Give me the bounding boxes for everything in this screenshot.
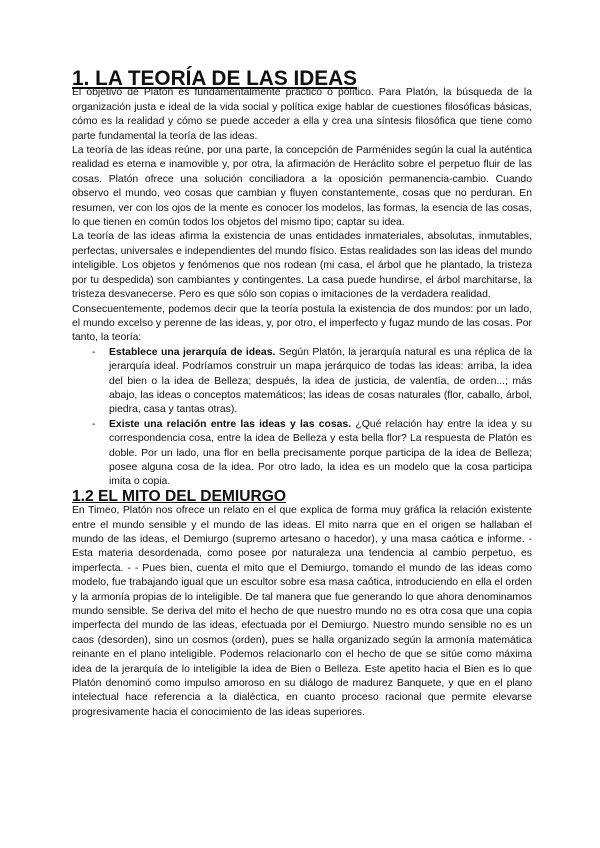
list-item	[72, 418, 532, 490]
paragraph-reune: La teoría de las ideas reúne, por una parte, la concepción de Parménides según la cual la auténtica realidad es eterna e inamovible y, por otra, la afirmación de Heráclito sobre el perpetuo fluir de las cosas. Platón ofrece una solución conciliadora a la oposición permanencia-cambio. Cuando observo el mundo, veo cosas que cambian y fluyen constantemente, cosas que no perduran. En resumen, ver con los ojos de la mente es conocer los modelos, las formas, la esencia de las cosas, lo que tienen en común todos los objetos del mismo tipo; captar su idea.	[72, 145, 532, 229]
paragraph-afirma: La teoría de las ideas afirma la existencia de unas entidades inmateriales, absolutas, inmutables, perfectas, universales e independientes del mundo físico. Estas realidades son las ideas del mundo inteligible. Los objetos y fenómenos que nos rodean (mi casa, el árbol que he plantado, la tristeza por tu despedida) son cambiantes y contingentes. La casa puede hundirse, el árbol marchitarse, la tristeza desvanecerse. Pero es que sólo son copias o imitaciones de la verdadera realidad.	[72, 231, 532, 301]
list-item-bold: Existe una relación entre las ideas y las cosas.	[109, 418, 352, 430]
list-item-text: ¿Qué relación hay entre la idea y su correspondencia cosa, entre la idea de Belleza y esta bella flor? La respuesta de Platón es doble. Por un lado, una flor en bella precisamente porque participa de la idea de Belleza; posee alguna cosa de la idea. Por otro lado, la idea es un modelo que la cosa participa imita o copia.	[109, 418, 532, 488]
list-item-text: Según Platón, la jerarquía natural es una réplica de la jerarquía ideal. Podríamos construir un mapa jerárquico de todas las ideas: arriba, la idea del bien o la idea de Belleza; después, la idea de justicia, de valentía, de orden...; más abajo, las ideas o conceptos matemáticos; las ideas de cosas naturales (flor, caballo, árbol, piedra, casa y tantas otras).	[109, 346, 533, 416]
list-bullet: -	[92, 346, 96, 358]
list-item	[72, 346, 532, 418]
paragraph-timeo: En Timeo, Platón nos ofrece un relato en el que explica de forma muy gráfica la relación existente entre el mundo sensible y el mundo de las ideas. El mito narra que en el origen se hallaban el mundo de las ideas, el Demiurgo (supremo artesano o hacedor), y una masa caótica e informe. - Esta materia desordenada, como posee por naturaleza una tendencia al cambio perpetuo, es imperfecta. - - Pues bien, cuenta el mito que el Demiurgo, tomando el mundo de las ideas como modelo, fue trabajando igual que un escultor sobre esa masa caótica, introduciendo en ella el orden y la armonía propias de lo inteligible. De tal manera que fue generando lo que ahora denominamos mundo sensible. Se deriva del mito el hecho de que nuestro mundo no es otra cosa que una copia imperfecta del mundo de las ideas, efectuada por el Demiurgo. Nuestro mundo sensible no es un caos (desorden), sino un cosmos (orden), pues se halla organizado según la armonía matemática reinante en el plano inteligible. Podemos relacionarlo con el hecho de que se sitúe como máxima idea de la jerarquía de lo inteligible la idea de Bien o Belleza. Este apetito hacia el Bien es lo que Platón denominó como impulso amoroso en su diálogo de madurez Banquete, y que en el plano intelectual hace referencia a la dialéctica, en cuanto proceso racional que permite elevarse progresivamente hacia el conocimiento de las ideas superiores.	[72, 505, 532, 718]
paragraph-objetivo: El objetivo de Platón es fundamentalmente práctico o político. Para Platón, la búsqueda de la organización justa e ideal de la vida social y política exige hablar de cuestiones filosóficas básicas, cómo es la realidad y cómo se puede acceder a ella y crea una síntesis filosófica que tiene como parte fundamental la teoría de las ideas.	[72, 87, 532, 142]
list-bullet: -	[92, 418, 96, 430]
paragraph-consecuentemente: Consecuentemente, podemos decir que la teoría postula la existencia de dos mundos: por un lado, el mundo excelso y perenne de las ideas, y, por otro, el imperfecto y fugaz mundo de las cosas. Por tanto, la teoría:	[72, 303, 532, 344]
section-heading-mito-demiurgo: 1.2 EL MITO DEL DEMIURGO	[72, 487, 287, 505]
document-page	[72, 67, 533, 720]
section-heading-teoria-ideas: 1. LA TEORÍA DE LAS IDEAS	[72, 67, 358, 90]
list-item-bold: Establece una jerarquía de ideas.	[109, 346, 276, 358]
teoria-list	[72, 346, 532, 490]
